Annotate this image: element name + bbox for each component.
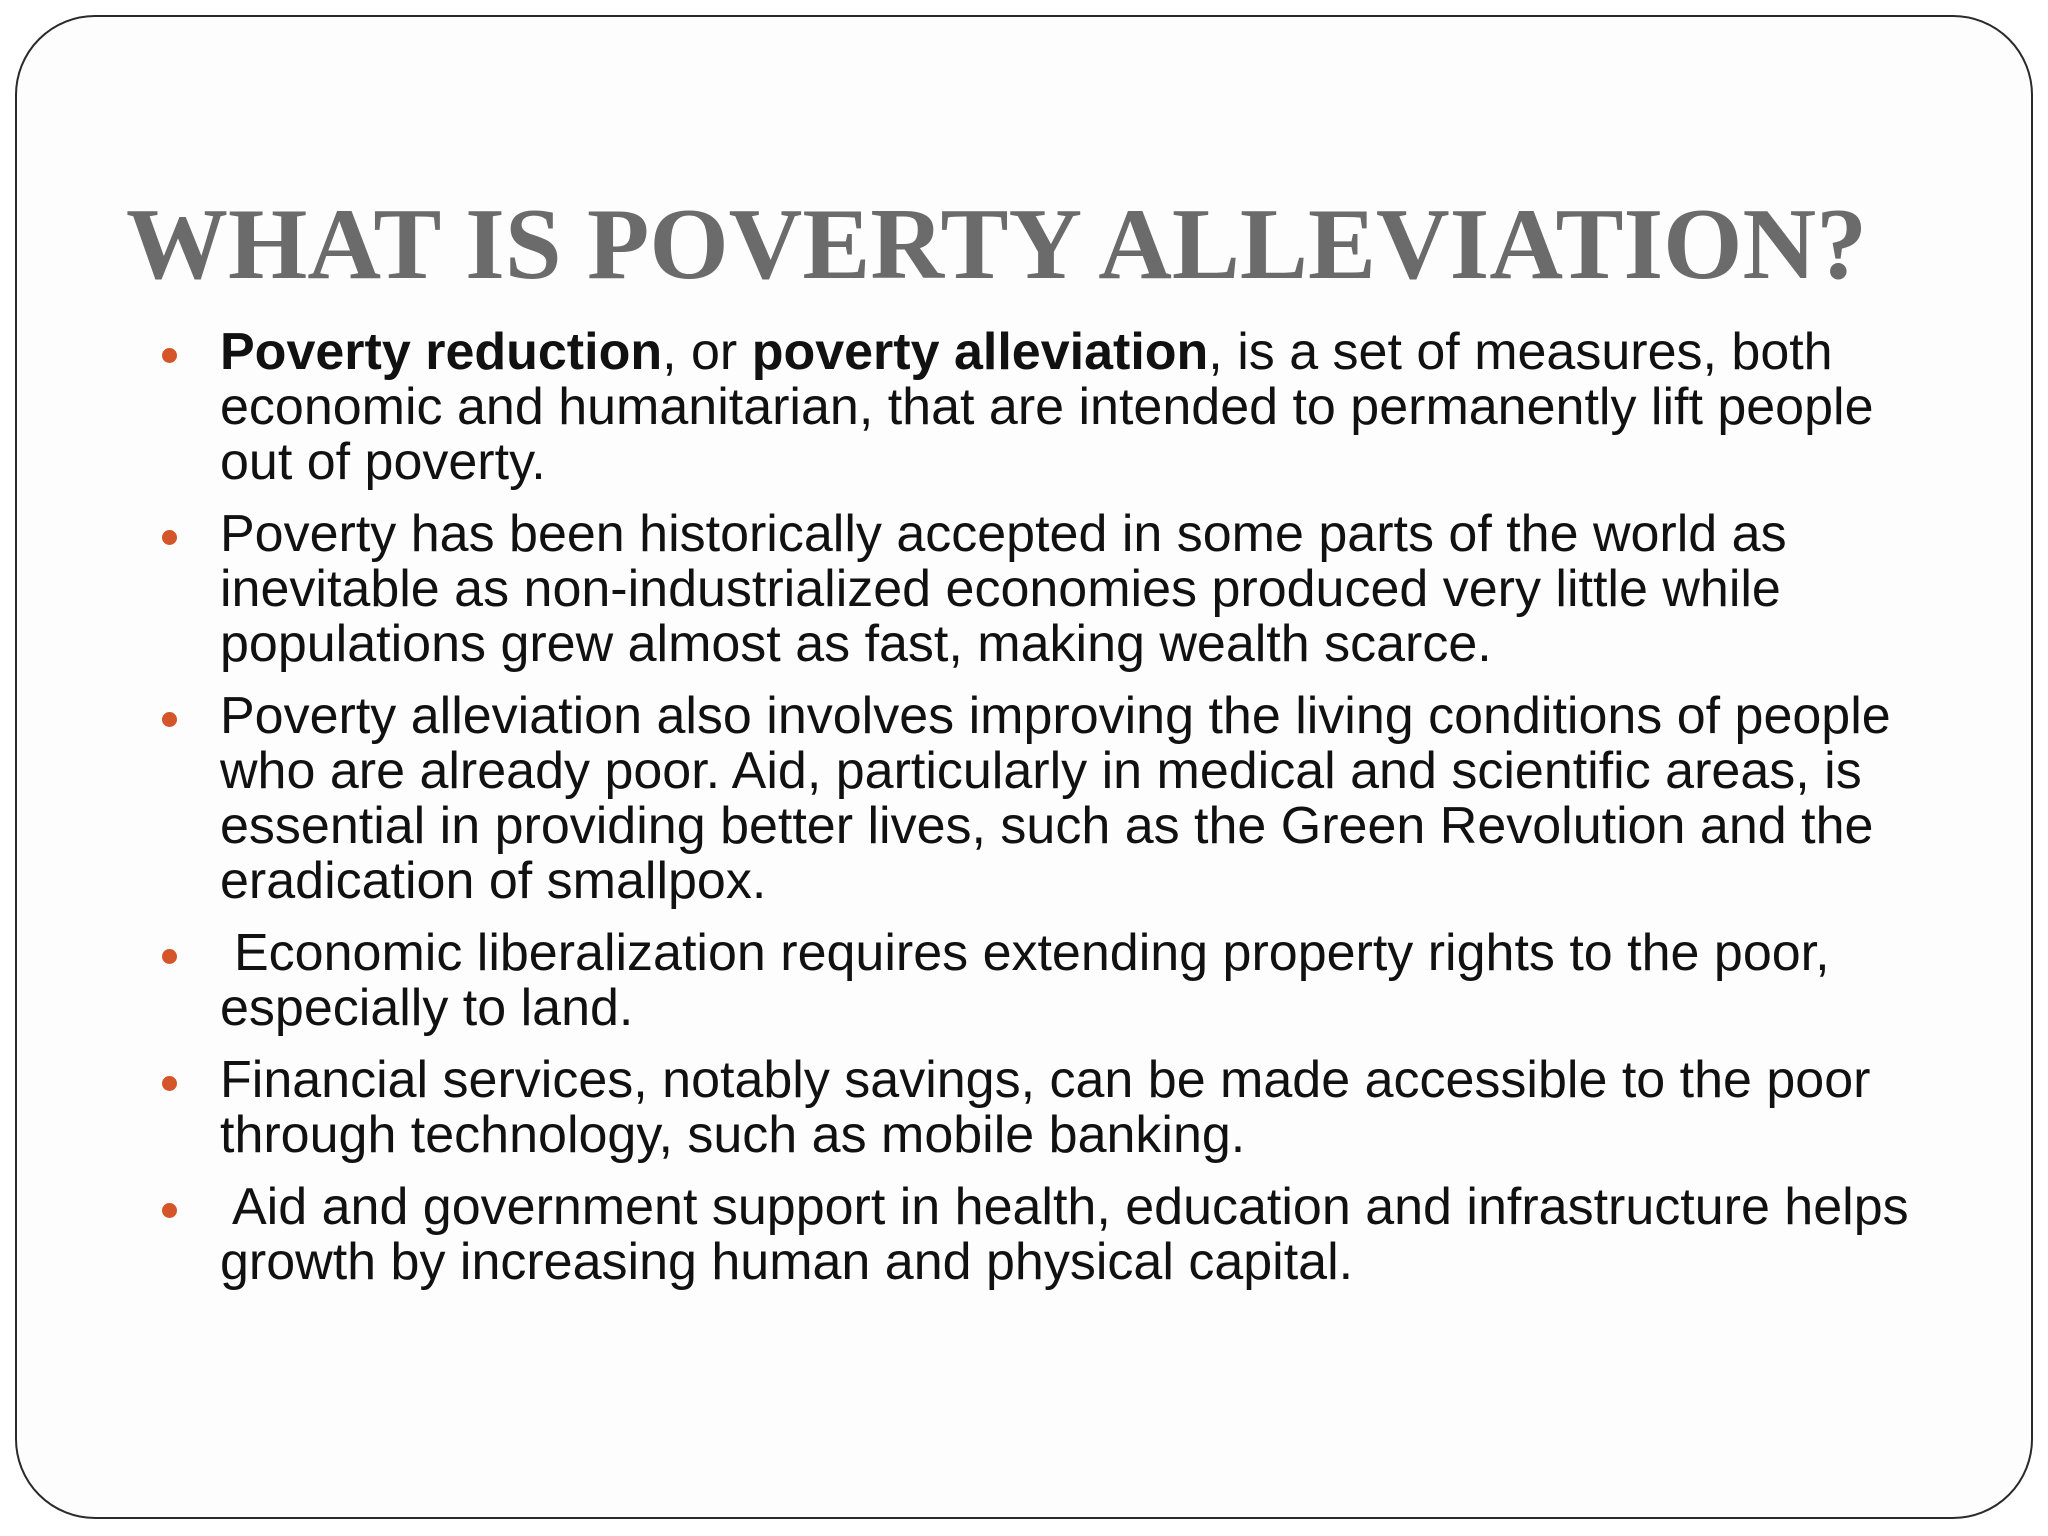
- bullet-item: [160, 325, 1920, 490]
- bullet-text: Poverty alleviation also involves improving the living conditions of people who are already poor. Aid, particularly in medical and scientific areas, is essential in providing better lives, such as the Green Revolution and the eradication of smallpox.: [220, 687, 1891, 910]
- bullet-text: [220, 323, 1874, 491]
- bullet-text: Economic liberalization requires extending property rights to the poor, especially to land.: [220, 924, 1830, 1037]
- slide-title: WHAT IS POVERTY ALLEVIATION?: [126, 188, 1868, 301]
- bullet-dot-icon: [162, 530, 177, 545]
- bullet-text: Poverty has been historically accepted in some parts of the world as inevitable as non-industrialized economies produced very little while populations grew almost as fast, making wealth scarce.: [220, 505, 1787, 673]
- bullet-list: [160, 325, 1920, 1307]
- bullet-text: Aid and government support in health, education and infrastructure helps growth by increasing human and physical capital.: [220, 1178, 1909, 1291]
- bullet-text-part: , is a set of measures, both economic and humanitarian, that are intended to permanently lift people out of poverty.: [220, 323, 1874, 491]
- bullet-dot-icon: [162, 1076, 177, 1091]
- bullet-item: [160, 1053, 1920, 1163]
- bullet-item: [160, 689, 1920, 909]
- bold-term: Poverty reduction: [220, 323, 663, 381]
- bullet-dot-icon: [162, 348, 177, 363]
- bullet-dot-icon: [162, 949, 177, 964]
- bullet-dot-icon: [162, 712, 177, 727]
- bullet-dot-icon: [162, 1203, 177, 1218]
- bold-term: poverty alleviation: [751, 323, 1209, 381]
- bullet-text-part: , or: [662, 323, 752, 381]
- bullet-item: [160, 507, 1920, 672]
- bullet-item: [160, 1180, 1920, 1290]
- bullet-text: Financial services, notably savings, can be made accessible to the poor through technology, such as mobile banking.: [220, 1051, 1871, 1164]
- bullet-item: [160, 926, 1920, 1036]
